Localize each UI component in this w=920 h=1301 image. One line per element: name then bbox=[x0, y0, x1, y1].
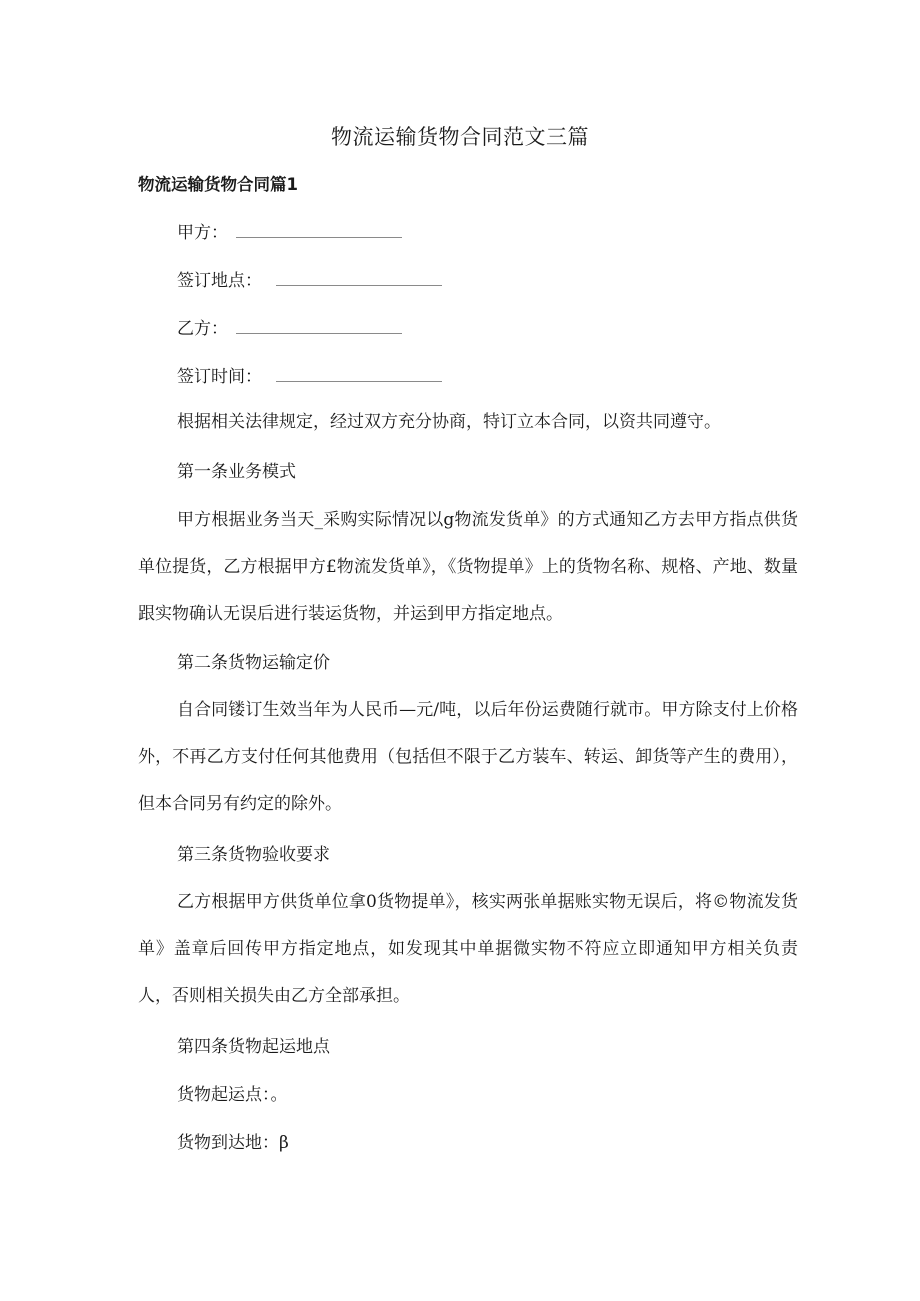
destination-line: 货物到达地：β bbox=[177, 1133, 289, 1153]
intro-paragraph: 根据相关法律规定，经过双方充分协商，特订立本合同，以资共同遵守。 bbox=[177, 412, 721, 432]
party-a-field bbox=[177, 219, 402, 246]
signing-time-blank bbox=[276, 363, 442, 382]
party-b-label: 乙方： bbox=[177, 319, 228, 339]
document-title: 物流运输货物合同范文三篇 bbox=[331, 125, 589, 149]
article-2-text: 自合同镂订生效当年为人民币—元/吨，以后年份运费随行就市。甲方除支付上价格外，不再乙方支付任何其他费用（包括但不限于乙方装车、转运、卸货等产生的费用），但本合同另有约定的除外。 bbox=[138, 700, 798, 814]
article-3-text: 乙方根据甲方供货单位拿0货物提单》，核实两张单据账实物无误后，将©物流发货单》盖章后回传甲方指定地点，如发现其中单据微实物不符应立即通知甲方相关负责人，否则相关损失由乙方全部承担。 bbox=[138, 892, 798, 1006]
section-heading: 物流运输货物合同篇1 bbox=[138, 175, 298, 194]
article-1-text: 甲方根据业务当天_采购实际情况以g物流发货单》的方式通知乙方去甲方指点供货单位提货，乙方根据甲方£物流发货单》，《货物提单》上的货物名称、规格、产地、数量跟实物确认无误后进行装运货物，并运到甲方指定地点。 bbox=[138, 510, 798, 624]
article-4-title: 第四条货物起运地点 bbox=[177, 1037, 330, 1057]
party-a-label: 甲方： bbox=[177, 223, 228, 243]
party-b-blank bbox=[236, 315, 402, 334]
signing-place-label: 签订地点： bbox=[177, 271, 262, 291]
party-b-field bbox=[177, 315, 402, 342]
origin-line: 货物起运点：。 bbox=[177, 1085, 288, 1105]
signing-place-field bbox=[177, 267, 442, 294]
article-3-title: 第三条货物验收要求 bbox=[177, 845, 330, 865]
party-a-blank bbox=[236, 219, 402, 238]
article-1-title: 第一条业务模式 bbox=[177, 462, 296, 482]
signing-place-blank bbox=[276, 267, 442, 286]
signing-time-field bbox=[177, 363, 442, 390]
article-2-title: 第二条货物运输定价 bbox=[177, 653, 330, 673]
signing-time-label: 签订时间： bbox=[177, 367, 262, 387]
